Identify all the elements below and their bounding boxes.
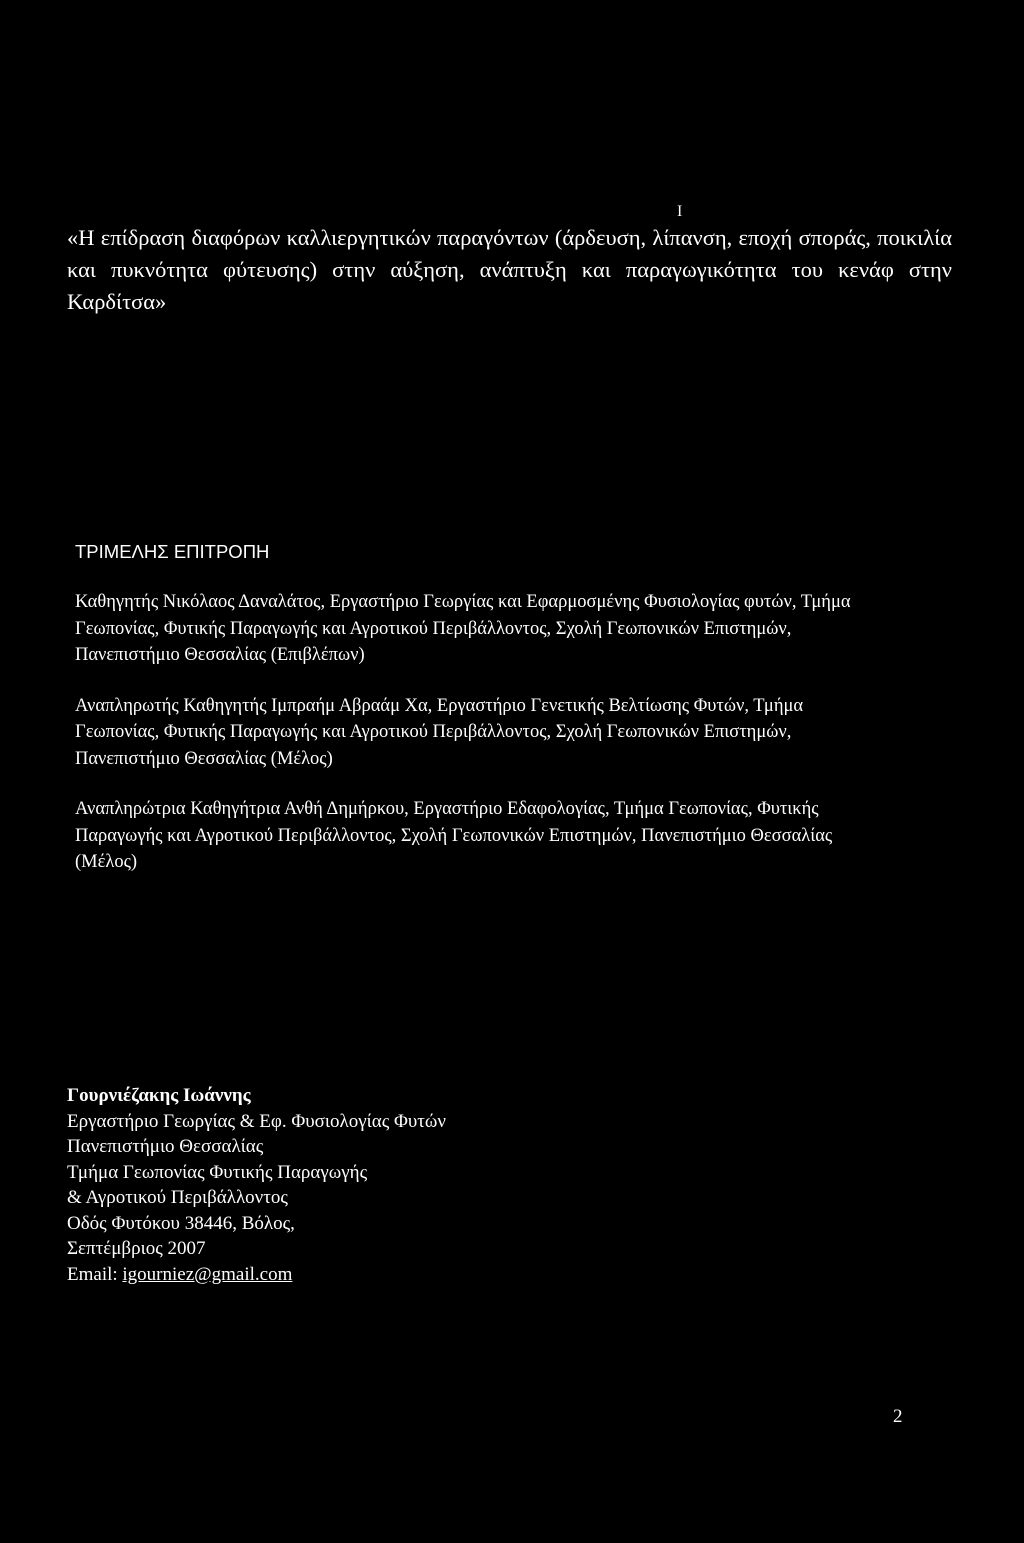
author-lab: Εργαστήριο Γεωργίας & Εφ. Φυσιολογίας Φυτών	[67, 1110, 447, 1132]
email-link[interactable]: igourniez@gmail.com	[122, 1263, 293, 1285]
stray-mark: I	[677, 203, 683, 220]
page-number: 2	[893, 1406, 903, 1427]
author-date: Σεπτέμβριος 2007	[67, 1238, 206, 1259]
author-department-line1: Τμήμα Γεωπονίας Φυτικής Παραγωγής	[67, 1161, 368, 1183]
committee-member-supervisor: Καθηγητής Νικόλαος Δαναλάτος, Εργαστήριο Γεωργίας και Εφαρμοσμένης Φυσιολογίας φυτών, Τμήμα Γεωπονίας, Φυτικής Παραγωγής και Αγροτικού Περιβάλλοντος, Σχολή Γεωπονικών Επιστημών, Πανεπιστήμιο Θεσσαλίας (Επιβλέπων)	[75, 592, 851, 665]
committee-member-second: Αναπληρωτής Καθηγητής Ιμπραήμ Αβραάμ Χα, Εργαστήριο Γενετικής Βελτίωσης Φυτών, Τμήμα Γεωπονίας, Φυτικής Παραγωγής και Αγροτικού Περιβάλλοντος, Σχολή Γεωπονικών Επιστημών, Πανεπιστήμιο Θεσσαλίας (Μέλος)	[75, 695, 804, 769]
author-university: Πανεπιστήμιο Θεσσαλίας	[67, 1136, 264, 1157]
thesis-title: «Η επίδραση διαφόρων καλλιεργητικών παραγόντων (άρδευση, λίπανση, εποχή σποράς, ποικιλία και πυκνότητα φύτευσης) στην αύξηση, ανάπτυξη και παραγωγικότητα του κενάφ στην Καρδίτσα»	[67, 225, 952, 314]
committee-member-third: Αναπληρώτρια Καθηγήτρια Ανθή Δημήρκου, Εργαστήριο Εδαφολογίας, Τμήμα Γεωπονίας, Φυτικής Παραγωγής και Αγροτικού Περιβάλλοντος, Σχολή Γεωπονικών Επιστημών, Πανεπιστήμιο Θεσσαλίας (Μέλος)	[75, 799, 833, 872]
author-department-line2: & Αγροτικού Περιβάλλοντος	[67, 1187, 288, 1208]
author-name: Γουρνιέζακης Ιωάννης	[67, 1085, 251, 1106]
email-label: Email:	[67, 1263, 118, 1285]
committee-section	[75, 540, 875, 900]
author-email-line	[67, 1262, 667, 1288]
committee-heading: ΤΡΙΜΕΛΗΣ ΕΠΙΤΡΟΠΗ	[75, 541, 270, 562]
author-address: Οδός Φυτόκου 38446, Βόλος,	[67, 1212, 295, 1234]
author-block	[67, 1083, 667, 1287]
